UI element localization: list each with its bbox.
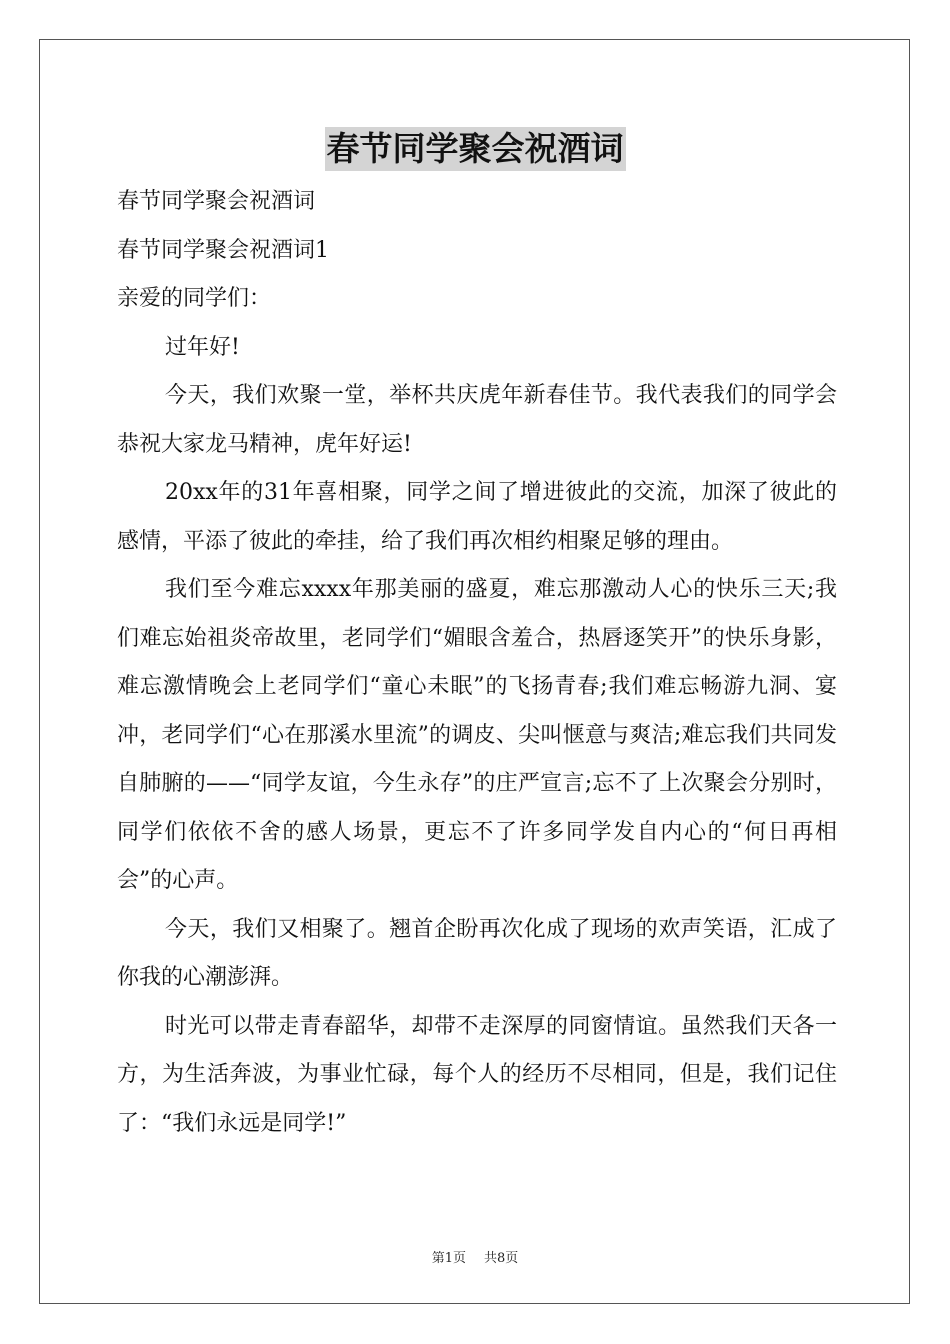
paragraph-heading: 春节同学聚会祝酒词 xyxy=(117,189,316,214)
paragraph-body: 20xx年的31年喜相聚，同学之间了增进彼此的交流，加深了彼此的感情，平添了彼此的牵挂，给了我们再次相约相聚足够的理由。 xyxy=(117,480,837,554)
paragraph-subheading: 春节同学聚会祝酒词1 xyxy=(117,237,329,263)
document-body xyxy=(117,178,837,1148)
paragraph-body: 今天，我们又相聚了。翘首企盼再次化成了现场的欢声笑语，汇成了你我的心潮澎湃。 xyxy=(117,916,837,990)
paragraph-body: 我们至今难忘xxxx年那美丽的盛夏，难忘那激动人心的快乐三天;我们难忘始祖炎帝故里，老同学们“媚眼含羞合，热唇逐笑开”的快乐身影，难忘激情晚会上老同学们“童心未眠”的飞扬青春;我们难忘畅游九洞、宴冲，老同学们“心在那溪水里流”的调皮、尖叫惬意与爽洁;难忘我们共同发自肺腑的——“同学友谊，今生永存”的庄严宣言;忘不了上次聚会分别时，同学们依依不舍的感人场景，更忘不了许多同学发自内心的“何日再相会”的心声。 xyxy=(117,577,837,893)
paragraph-body: 今天，我们欢聚一堂，举杯共庆虎年新春佳节。我代表我们的同学会恭祝大家龙马精神，虎年好运! xyxy=(117,383,837,457)
page-number: 第1页 xyxy=(431,1251,466,1266)
document-title xyxy=(0,127,950,171)
paragraph-body: 时光可以带走青春韶华，却带不走深厚的同窗情谊。虽然我们天各一方，为生活奔波，为事业忙碌，每个人的经历不尽相同，但是，我们记住了：“我们永远是同学!” xyxy=(117,1013,837,1136)
page-footer xyxy=(0,1247,950,1266)
paragraph-greeting: 过年好! xyxy=(165,334,240,360)
page-total: 共8页 xyxy=(484,1251,519,1266)
document-title-text: 春节同学聚会祝酒词 xyxy=(325,127,626,171)
paragraph-salutation: 亲爱的同学们： xyxy=(117,286,272,311)
